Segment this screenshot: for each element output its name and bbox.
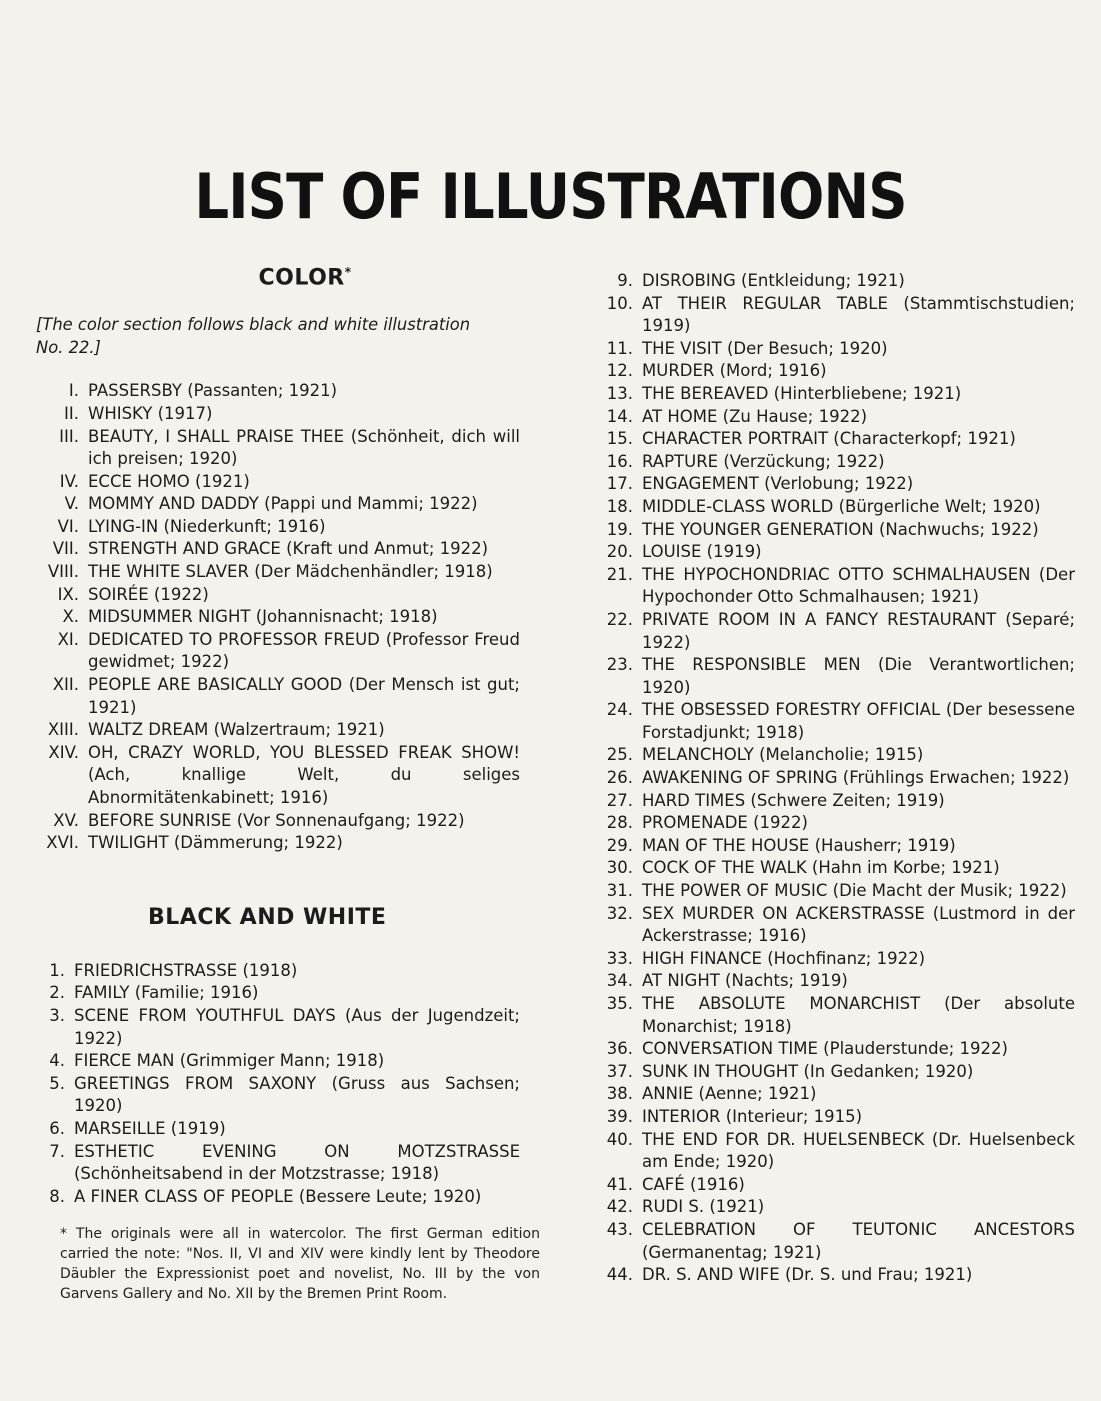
item-number: 41.: [606, 1174, 633, 1194]
item-title: FIERCE MAN (Grimmiger Mann; 1918): [74, 1051, 385, 1071]
item-number: 24.: [606, 700, 633, 720]
item-number: 19.: [606, 519, 633, 539]
list-item: [30, 426, 520, 471]
list-item: [30, 674, 520, 719]
item-title: PASSERSBY (Passanten; 1921): [88, 381, 338, 401]
item-number: 44.: [606, 1265, 633, 1285]
item-number: VII.: [52, 539, 79, 559]
item-title: ANNIE (Aenne; 1921): [642, 1084, 817, 1104]
item-number: 10.: [606, 293, 633, 313]
list-item: [30, 960, 520, 983]
item-number: 4.: [49, 1051, 65, 1071]
list-item: [595, 270, 1075, 293]
item-title: AT THEIR REGULAR TABLE (Stammtischstudien; 1919): [642, 293, 1075, 336]
item-number: X.: [62, 607, 79, 627]
item-number: 7.: [49, 1141, 65, 1161]
footnote: * The originals were all in watercolor. The first German edition carried the note: "Nos. II, VI and XIV were kindly lent by Theodore Däubler the Expressionist poet and novelist, No. III by the von Garvens Gallery and No. XII by the Bremen Print Room.: [60, 1226, 540, 1303]
list-item: [595, 451, 1075, 474]
item-title: DISROBING (Entkleidung; 1921): [642, 271, 905, 290]
item-number: II.: [64, 403, 79, 423]
list-item: [30, 810, 520, 833]
list-item: [595, 880, 1075, 903]
item-title: THE WHITE SLAVER (Der Mädchenhändler; 1918): [88, 562, 493, 582]
item-number: XII.: [52, 675, 79, 695]
item-number: 3.: [49, 1005, 65, 1025]
item-title: TWILIGHT (Dämmerung; 1922): [88, 833, 343, 853]
item-title: THE YOUNGER GENERATION (Nachwuchs; 1922): [642, 519, 1039, 539]
item-title: CONVERSATION TIME (Plauderstunde; 1922): [642, 1039, 1008, 1059]
list-item: [595, 1106, 1075, 1129]
list-item: [30, 516, 520, 539]
list-item: [595, 406, 1075, 429]
item-title: RUDI S. (1921): [642, 1197, 765, 1217]
item-title: THE BEREAVED (Hinterbliebene; 1921): [642, 383, 962, 403]
item-number: 25.: [606, 745, 633, 765]
item-number: 17.: [606, 474, 633, 494]
item-number: 11.: [606, 338, 633, 358]
item-number: XVI.: [46, 833, 79, 853]
item-number: 5.: [49, 1073, 65, 1093]
list-item: [30, 982, 520, 1005]
list-item: [30, 832, 520, 855]
item-title: STRENGTH AND GRACE (Kraft und Anmut; 1922): [88, 539, 489, 559]
list-item: [30, 403, 520, 426]
item-title: LOUISE (1919): [642, 542, 762, 562]
item-number: XIV.: [48, 742, 79, 762]
list-item: [595, 744, 1075, 767]
list-item: [595, 609, 1075, 654]
list-item: [30, 742, 520, 810]
item-title: GREETINGS FROM SAXONY (Gruss aus Sachsen; 1920): [74, 1073, 520, 1116]
item-title: THE OBSESSED FORESTRY OFFICIAL (Der besessene Forstadjunkt; 1918): [642, 700, 1075, 742]
item-number: 26.: [606, 768, 633, 788]
list-item: [595, 541, 1075, 564]
list-item: [30, 1073, 520, 1118]
item-number: 28.: [606, 813, 633, 833]
list-item: [30, 1118, 520, 1141]
item-title: OH, CRAZY WORLD, YOU BLESSED FREAK SHOW! (Ach, knallige Welt, du seliges Abnormitätenkabinett; 1916): [88, 742, 520, 808]
list-item: [30, 380, 520, 403]
item-title: DEDICATED TO PROFESSOR FREUD (Professor Freud gewidmet; 1922): [88, 629, 520, 672]
list-item: [30, 538, 520, 561]
list-item: [595, 654, 1075, 699]
item-number: 27.: [606, 790, 633, 810]
item-title: MAN OF THE HOUSE (Hausherr; 1919): [642, 835, 956, 855]
item-number: 34.: [606, 971, 633, 991]
item-title: WALTZ DREAM (Walzertraum; 1921): [88, 720, 385, 740]
item-number: 35.: [606, 994, 633, 1013]
list-item: [595, 1219, 1075, 1264]
item-number: 30.: [606, 858, 633, 878]
item-title: SUNK IN THOUGHT (In Gedanken; 1920): [642, 1061, 974, 1081]
item-title: AT HOME (Zu Hause; 1922): [642, 406, 868, 426]
item-number: 36.: [606, 1039, 633, 1059]
item-title: THE VISIT (Der Besuch; 1920): [642, 338, 888, 358]
item-number: I.: [68, 381, 79, 401]
item-number: 43.: [606, 1219, 633, 1239]
item-title: MIDDLE-CLASS WORLD (Bürgerliche Welt; 1920): [642, 496, 1041, 516]
item-title: CELEBRATION OF TEUTONIC ANCESTORS (Germanentag; 1921): [642, 1219, 1075, 1262]
item-number: V.: [64, 494, 79, 514]
list-item: [595, 903, 1075, 948]
item-title: HARD TIMES (Schwere Zeiten; 1919): [642, 790, 945, 810]
item-title: COCK OF THE WALK (Hahn im Korbe; 1921): [642, 858, 1000, 878]
item-title: CAFÉ (1916): [642, 1174, 745, 1194]
item-number: 9.: [617, 271, 633, 290]
item-number: III.: [59, 426, 79, 446]
item-title: A FINER CLASS OF PEOPLE (Bessere Leute; 1920): [74, 1186, 482, 1206]
list-item: [30, 471, 520, 494]
item-number: IX.: [57, 584, 79, 604]
item-title: THE RESPONSIBLE MEN (Die Verantwortlichen; 1920): [642, 655, 1075, 697]
list-item: [30, 584, 520, 607]
item-number: 13.: [606, 383, 633, 403]
item-title: SOIRÉE (1922): [88, 584, 209, 604]
bw-illustration-list-left: [30, 960, 520, 1209]
list-item: [595, 948, 1075, 971]
item-title: MURDER (Mord; 1916): [642, 361, 827, 381]
item-title: PRIVATE ROOM IN A FANCY RESTAURANT (Separé; 1922): [642, 609, 1075, 652]
item-title: RAPTURE (Verzückung; 1922): [642, 451, 885, 471]
left-column: [30, 265, 540, 1304]
list-item: [595, 812, 1075, 835]
list-item: [595, 496, 1075, 519]
item-title: LYING-IN (Niederkunft; 1916): [88, 516, 326, 536]
item-number: 15.: [606, 429, 633, 449]
item-title: THE POWER OF MUSIC (Die Macht der Musik; 1922): [642, 881, 1067, 901]
item-number: VIII.: [47, 562, 79, 582]
list-item: [595, 1196, 1075, 1219]
item-number: XI.: [57, 629, 79, 649]
list-item: [30, 1186, 520, 1209]
item-number: XV.: [53, 810, 79, 830]
page-title: LIST OF ILLUSTRATIONS: [194, 159, 907, 233]
bw-section-heading: BLACK AND WHITE: [148, 904, 387, 930]
color-illustration-list: [30, 380, 520, 854]
item-number: 20.: [606, 542, 633, 562]
list-item: [595, 428, 1075, 451]
list-item: [595, 857, 1075, 880]
list-item: [595, 564, 1075, 609]
item-number: XIII.: [47, 720, 79, 740]
item-number: 21.: [606, 564, 633, 584]
list-item: [595, 790, 1075, 813]
item-number: 14.: [606, 406, 633, 426]
list-item: [30, 561, 520, 584]
item-title: PEOPLE ARE BASICALLY GOOD (Der Mensch ist gut; 1921): [88, 675, 520, 717]
item-title: PROMENADE (1922): [642, 813, 808, 833]
item-title: WHISKY (1917): [88, 403, 213, 423]
footnote-marker: *: [344, 265, 352, 279]
color-section-heading: [30, 265, 520, 290]
right-column: [595, 270, 1075, 1287]
item-title: ENGAGEMENT (Verlobung; 1922): [642, 474, 914, 494]
item-title: BEAUTY, I SHALL PRAISE THEE (Schönheit, dich will ich preisen; 1920): [88, 426, 520, 469]
list-item: [595, 1129, 1075, 1174]
item-number: 31.: [606, 881, 633, 901]
item-number: 12.: [606, 361, 633, 381]
item-number: 2.: [49, 983, 65, 1003]
item-title: MELANCHOLY (Melancholie; 1915): [642, 745, 924, 765]
item-number: 33.: [606, 948, 633, 968]
item-title: SCENE FROM YOUTHFUL DAYS (Aus der Jugendzeit; 1922): [74, 1005, 520, 1048]
list-item: [595, 1061, 1075, 1084]
list-item: [595, 699, 1075, 744]
item-title: AWAKENING OF SPRING (Frühlings Erwachen; 1922): [642, 768, 1070, 788]
list-item: [30, 493, 520, 516]
item-title: ECCE HOMO (1921): [88, 471, 250, 491]
item-number: 23.: [606, 655, 633, 675]
item-number: IV.: [59, 471, 79, 491]
item-title: THE END FOR DR. HUELSENBECK (Dr. Huelsenbeck am Ende; 1920): [642, 1129, 1075, 1172]
list-item: [595, 767, 1075, 790]
item-number: 40.: [606, 1129, 633, 1149]
item-number: 37.: [606, 1061, 633, 1081]
item-title: MIDSUMMER NIGHT (Johannisnacht; 1918): [88, 607, 438, 627]
list-item: [595, 473, 1075, 496]
list-item: [595, 360, 1075, 383]
item-number: 38.: [606, 1084, 633, 1104]
list-item: [595, 1174, 1075, 1197]
item-number: 16.: [606, 451, 633, 471]
list-item: [595, 993, 1075, 1038]
color-heading-text: COLOR: [258, 265, 345, 291]
item-title: INTERIOR (Interieur; 1915): [642, 1106, 863, 1126]
item-title: SEX MURDER ON ACKERSTRASSE (Lustmord in der Ackerstrasse; 1916): [642, 903, 1075, 946]
item-number: 22.: [606, 609, 633, 629]
item-title: DR. S. AND WIFE (Dr. S. und Frau; 1921): [642, 1265, 973, 1285]
item-number: 18.: [606, 496, 633, 516]
list-item: [595, 293, 1075, 338]
list-item: [595, 519, 1075, 542]
item-title: THE ABSOLUTE MONARCHIST (Der absolute Monarchist; 1918): [642, 994, 1075, 1036]
bw-illustration-list-right: [595, 270, 1075, 1287]
item-title: MARSEILLE (1919): [74, 1118, 226, 1138]
item-number: 8.: [49, 1186, 65, 1206]
item-number: 29.: [606, 835, 633, 855]
item-number: 1.: [49, 960, 65, 980]
list-item: [595, 1038, 1075, 1061]
item-number: 42.: [606, 1197, 633, 1217]
item-title: THE HYPOCHONDRIAC OTTO SCHMALHAUSEN (Der Hypochonder Otto Schmalhausen; 1921): [642, 564, 1075, 607]
list-item: [595, 970, 1075, 993]
color-section-note: [The color section follows black and white illustration No. 22.]: [36, 315, 471, 359]
list-item: [595, 338, 1075, 361]
list-item: [595, 383, 1075, 406]
item-number: 32.: [606, 903, 633, 923]
item-title: HIGH FINANCE (Hochfinanz; 1922): [642, 948, 926, 968]
list-item: [30, 1141, 520, 1186]
item-number: VI.: [57, 516, 79, 536]
list-item: [30, 1005, 520, 1050]
item-title: FAMILY (Familie; 1916): [74, 983, 259, 1003]
list-item: [30, 719, 520, 742]
list-item: [595, 1264, 1075, 1287]
list-item: [595, 835, 1075, 858]
list-item: [30, 1050, 520, 1073]
item-title: BEFORE SUNRISE (Vor Sonnenaufgang; 1922): [88, 810, 465, 830]
item-title: AT NIGHT (Nachts; 1919): [642, 971, 848, 991]
item-number: 6.: [49, 1118, 65, 1138]
list-item: [30, 606, 520, 629]
item-title: ESTHETIC EVENING ON MOTZSTRASSE (Schönheitsabend in der Motzstrasse; 1918): [74, 1141, 520, 1184]
item-title: MOMMY AND DADDY (Pappi und Mammi; 1922): [88, 494, 478, 514]
item-number: 39.: [606, 1106, 633, 1126]
list-item: [30, 629, 520, 674]
list-item: [595, 1083, 1075, 1106]
item-title: CHARACTER PORTRAIT (Characterkopf; 1921): [642, 429, 1016, 449]
item-title: FRIEDRICHSTRASSE (1918): [74, 960, 298, 980]
